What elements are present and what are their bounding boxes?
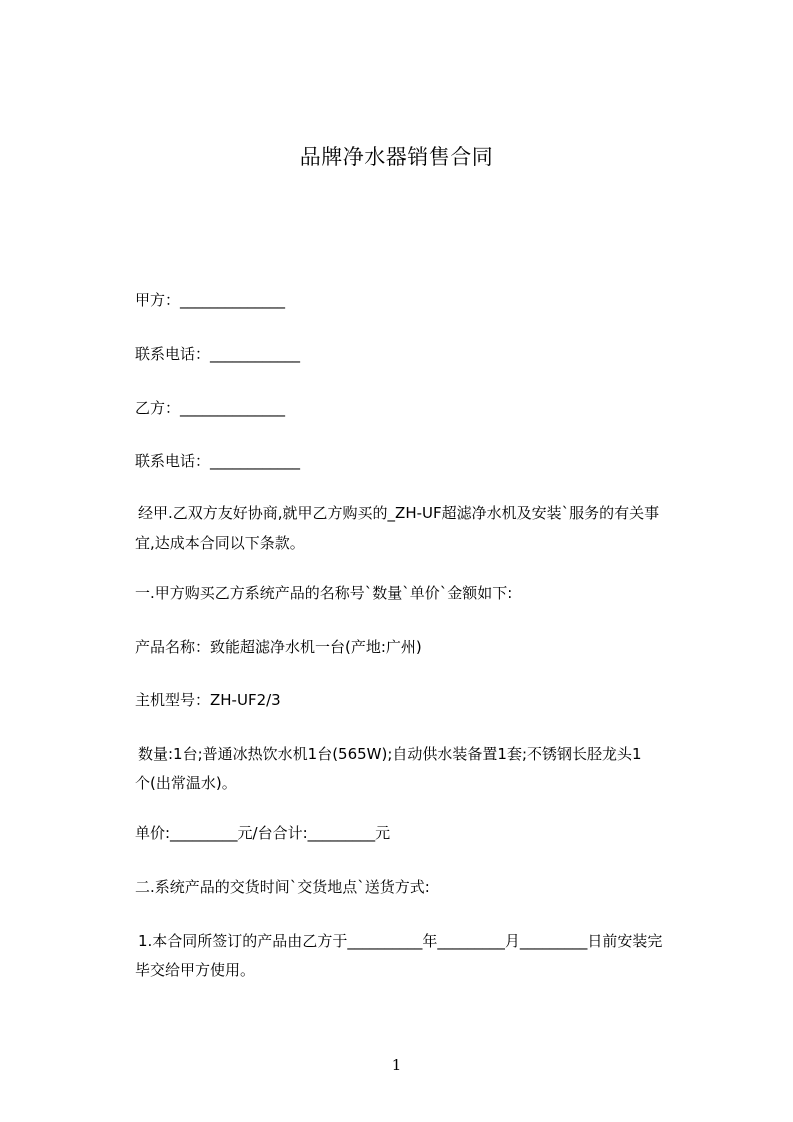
quantity-line-2: 个(出常温水)。	[135, 774, 237, 792]
unit-price-line: 单价:_________元/台合计:_________元	[135, 824, 391, 842]
party-a-line: 甲方：______________	[135, 291, 286, 309]
page-number: 1	[391, 1056, 402, 1074]
intro-paragraph-line-2: 宜,达成本合同以下条款。	[135, 534, 305, 552]
section-one-heading: 一.甲方购买乙方系统产品的名称号`数量`单价`金额如下:	[135, 584, 513, 602]
party-b-line: 乙方：______________	[135, 399, 286, 417]
model-number-line: 主机型号：ZH-UF2/3	[135, 691, 281, 709]
product-name-line: 产品名称：致能超滤净水机一台(产地:广州)	[135, 638, 422, 656]
party-a-phone-line: 联系电话：____________	[135, 345, 301, 363]
document-title: 品牌净水器销售合同	[299, 145, 494, 169]
delivery-clause-line-2: 毕交给甲方使用。	[135, 961, 256, 979]
delivery-clause-line-1: 1.本合同所签订的产品由乙方于__________年_________月_________日前安装完	[138, 932, 663, 950]
quantity-line-1: 数量:1台;普通冰热饮水机1台(565W);自动供水装备置1套;不锈钢长胫龙头1	[138, 745, 642, 763]
section-two-heading: 二.系统产品的交货时间`交货地点`送货方式:	[135, 878, 430, 896]
party-b-phone-line: 联系电话：____________	[135, 452, 301, 470]
intro-paragraph-line-1: 经甲.乙双方友好协商,就甲乙方购买的_ZH-UF超滤净水机及安装`服务的有关事	[138, 504, 660, 522]
